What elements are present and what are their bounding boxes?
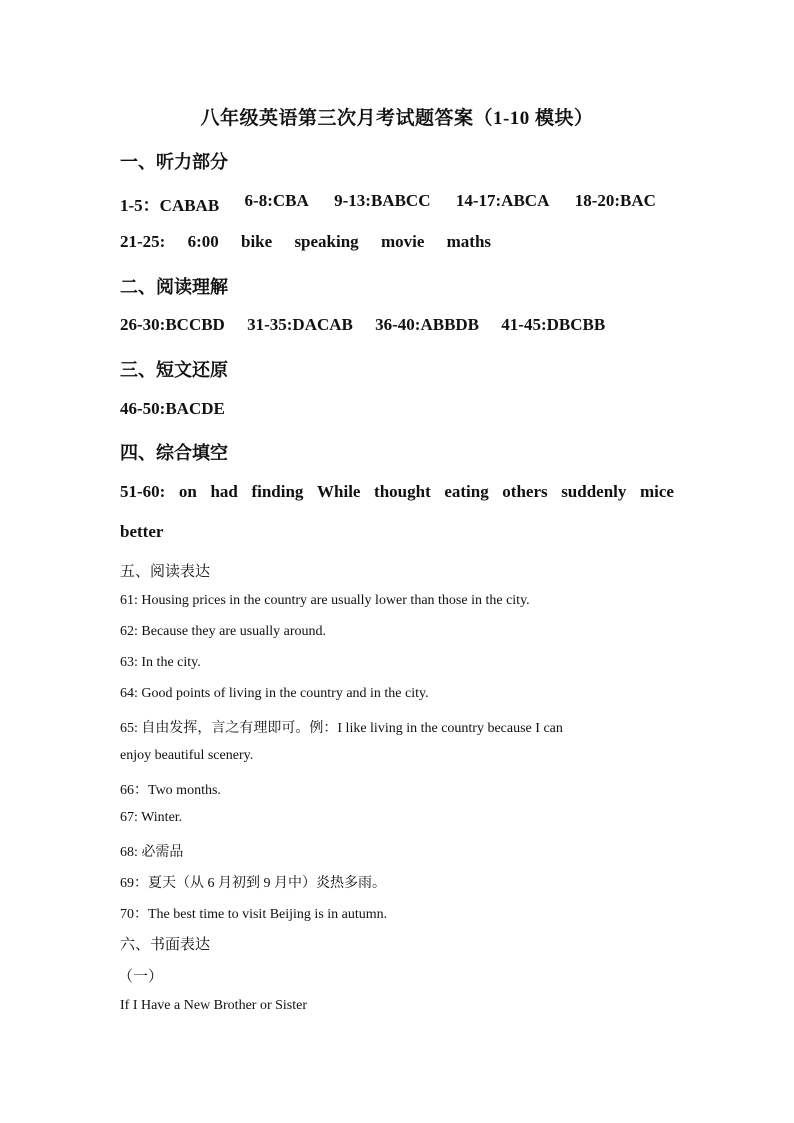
listening-answers-line2 [120, 232, 509, 252]
answer-group: 26-30:BCCBD [120, 315, 225, 334]
answer-word: finding [251, 482, 304, 501]
answer-group: 6-8:CBA [244, 191, 309, 210]
section-heading-reading-expression: 五、阅读表达 [120, 564, 211, 580]
answer-group: 18-20:BAC [574, 191, 656, 210]
section-heading-listening: 一、听力部分 [120, 152, 228, 172]
answer-word: had [210, 482, 238, 501]
cloze-answers-line2: better [120, 522, 164, 541]
answer-67: 67: Winter. [120, 810, 183, 825]
answer-word: While [317, 482, 361, 501]
answer-word: mice [639, 482, 674, 501]
answer-group: 1-5：CABAB [120, 196, 220, 215]
answer-word: 6:00 [187, 232, 219, 251]
essay-title: If I Have a New Brother or Sister [120, 998, 307, 1013]
answer-word: movie [380, 232, 425, 251]
answer-word: speaking [294, 232, 359, 251]
passage-restore-answers: 46-50:BACDE [120, 399, 225, 418]
answer-group: 31-35:DACAB [247, 315, 353, 334]
answer-word: suddenly [561, 482, 627, 501]
answer-65-line1: 65: 自由发挥，言之有理即可。例：I like living in the country because I can [120, 721, 563, 736]
answer-group: 21-25: [120, 232, 166, 251]
section-heading-passage-restore: 三、短文还原 [120, 360, 228, 380]
answer-word: on [178, 482, 197, 501]
reading-answers [120, 315, 623, 335]
answer-group: 36-40:ABBDB [375, 315, 480, 334]
section-heading-cloze: 四、综合填空 [120, 443, 228, 463]
listening-answers-line1 [120, 191, 674, 216]
answer-word: eating [444, 482, 489, 501]
writing-subsection: （一） [118, 969, 164, 985]
answer-66: 66：Two months. [120, 783, 221, 798]
answer-63: 63: In the city. [120, 655, 201, 670]
answer-65-line2: enjoy beautiful scenery. [120, 748, 254, 763]
answer-64: 64: Good points of living in the country and in the city. [120, 686, 429, 701]
answer-group: 9-13:BABCC [334, 191, 431, 210]
answer-61: 61: Housing prices in the country are usually lower than those in the city. [120, 593, 530, 608]
answer-word: thought [374, 482, 431, 501]
answer-word: bike [241, 232, 273, 251]
answer-group: 51-60: [120, 482, 166, 501]
section-heading-writing: 六、书面表达 [120, 937, 211, 953]
answer-62: 62: Because they are usually around. [120, 624, 327, 639]
answer-word: others [502, 482, 548, 501]
answer-70: 70：The best time to visit Beijing is in autumn. [120, 907, 388, 922]
page-title: 八年级英语第三次月考试题答案（1-10 模块） [200, 108, 594, 129]
answer-69: 69：夏天（从 6 月初到 9 月中）炎热多雨。 [120, 876, 386, 891]
answer-word: maths [446, 232, 492, 251]
answer-68: 68: 必需品 [120, 845, 184, 860]
answer-group: 14-17:ABCA [455, 191, 550, 210]
cloze-answers-line1 [120, 482, 674, 502]
section-heading-reading: 二、阅读理解 [120, 277, 228, 297]
answer-group: 41-45:DBCBB [501, 315, 606, 334]
